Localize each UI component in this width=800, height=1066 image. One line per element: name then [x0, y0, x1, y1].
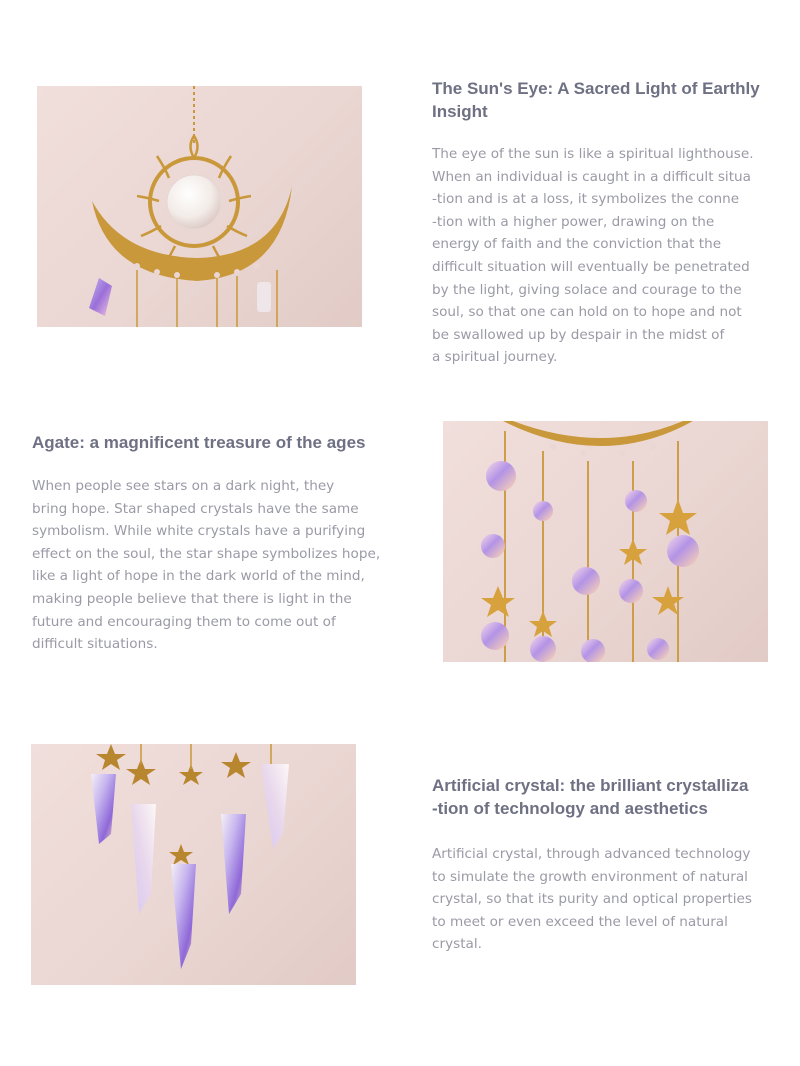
- star-crystal-illustration: [443, 421, 768, 662]
- section-2-body: When people see stars on a dark night, they bring hope. Star shaped crystals have the same symbolism. While white crystals have a purifying effect on the soul, the star shape symbolizes hope, like a light of hope in the dark world of the mind, making people believe that there is light in the future and encouraging them to come out of difficult situations.: [32, 478, 381, 653]
- section-3-heading: Artificial crystal: the brilliant crystalliza -tion of technology and aesthetics: [432, 776, 749, 818]
- section-2-heading: Agate: a magnificent treasure of the ages: [32, 433, 366, 452]
- sun-moon-suncatcher-photo: [37, 86, 362, 327]
- section-1-body: The eye of the sun is like a spiritual lighthouse. When an individual is caught in a difficult situa -tion and is at a loss, it symbolizes the conne -tion with a higher power, drawing on the energy of faith and the conviction that the difficult situation will eventually be penetrated by the light, giving solace and courage to the soul, so that one can hold on to hope and not be swallowed up by despair in the midst of a spiritual journey.: [432, 146, 754, 366]
- star-crystal-chains-photo: [443, 421, 768, 662]
- crystal-prism-illustration: [31, 744, 356, 985]
- crystal-prism-pendants-photo: [31, 744, 356, 985]
- sun-moon-illustration: [37, 86, 362, 327]
- section-1-heading: The Sun's Eye: A Sacred Light of Earthly Insight: [432, 79, 760, 121]
- section-3-body: Artificial crystal, through advanced technology to simulate the growth environment of natural crystal, so that its purity and optical properties to meet or even exceed the level of natural crystal.: [432, 846, 752, 953]
